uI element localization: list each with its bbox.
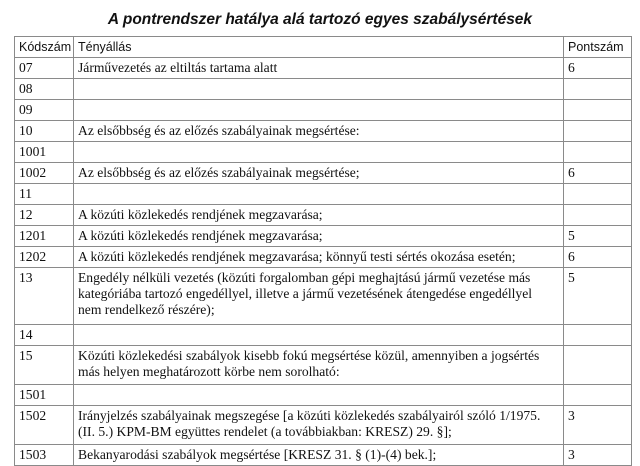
points-cell bbox=[564, 79, 632, 100]
table-row bbox=[15, 268, 632, 325]
table-row bbox=[15, 163, 632, 184]
code-cell: 1001 bbox=[15, 142, 74, 163]
code-cell: 07 bbox=[15, 58, 74, 79]
description-cell bbox=[74, 385, 564, 406]
points-cell: 6 bbox=[564, 163, 632, 184]
points-cell: 3 bbox=[564, 445, 632, 466]
points-cell bbox=[564, 100, 632, 121]
table-row bbox=[15, 142, 632, 163]
code-cell: 11 bbox=[15, 184, 74, 205]
points-cell: 6 bbox=[564, 58, 632, 79]
points-cell bbox=[564, 121, 632, 142]
table-row bbox=[15, 121, 632, 142]
table-row bbox=[15, 325, 632, 346]
code-cell: 1503 bbox=[15, 445, 74, 466]
description-cell bbox=[74, 184, 564, 205]
code-cell: 1501 bbox=[15, 385, 74, 406]
header-code: Kódszám bbox=[15, 37, 74, 58]
description-cell: Bekanyarodási szabályok megsértése [KRESZ 31. § (1)-(4) bek.]; bbox=[74, 445, 564, 466]
points-cell: 3 bbox=[564, 406, 632, 445]
table-row bbox=[15, 445, 632, 466]
code-cell: 1202 bbox=[15, 247, 74, 268]
code-cell: 14 bbox=[15, 325, 74, 346]
description-cell bbox=[74, 100, 564, 121]
description-cell: Engedély nélküli vezetés (közúti forgalomban gépi meghajtású jármű vezetése más kategóriába tartozó engedéllyel, illetve a jármű vezetésének átengedése engedéllyel nem rendelkező részére); bbox=[74, 268, 564, 325]
description-cell bbox=[74, 142, 564, 163]
description-cell: Járművezetés az eltiltás tartama alatt bbox=[74, 58, 564, 79]
code-cell: 08 bbox=[15, 79, 74, 100]
description-cell: Közúti közlekedési szabályok kisebb fokú megsértése közül, amennyiben a jogsértés más helyen meghatározott körbe nem sorolható: bbox=[74, 346, 564, 385]
code-cell: 1201 bbox=[15, 226, 74, 247]
points-cell bbox=[564, 184, 632, 205]
code-cell: 1502 bbox=[15, 406, 74, 445]
points-cell: 6 bbox=[564, 247, 632, 268]
table-row bbox=[15, 226, 632, 247]
code-cell: 12 bbox=[15, 205, 74, 226]
table-row bbox=[15, 346, 632, 385]
description-cell: A közúti közlekedés rendjének megzavarása; könnyű testi sértés okozása esetén; bbox=[74, 247, 564, 268]
table-row bbox=[15, 385, 632, 406]
points-cell: 5 bbox=[564, 268, 632, 325]
description-cell bbox=[74, 79, 564, 100]
points-cell bbox=[564, 205, 632, 226]
table-row bbox=[15, 79, 632, 100]
description-cell: Az elsőbbség és az előzés szabályainak megsértése; bbox=[74, 163, 564, 184]
table-row bbox=[15, 406, 632, 445]
points-cell bbox=[564, 142, 632, 163]
document-title: A pontrendszer hatálya alá tartozó egyes szabálysértések bbox=[107, 11, 533, 28]
table-row bbox=[15, 100, 632, 121]
description-cell bbox=[74, 325, 564, 346]
description-cell: A közúti közlekedés rendjének megzavarása; bbox=[74, 205, 564, 226]
table-row bbox=[15, 58, 632, 79]
code-cell: 13 bbox=[15, 268, 74, 325]
table-row bbox=[15, 184, 632, 205]
table-row bbox=[15, 247, 632, 268]
code-cell: 10 bbox=[15, 121, 74, 142]
description-cell: Az elsőbbség és az előzés szabályainak megsértése: bbox=[74, 121, 564, 142]
points-cell bbox=[564, 385, 632, 406]
code-cell: 15 bbox=[15, 346, 74, 385]
table-header-row bbox=[15, 37, 632, 58]
description-cell: A közúti közlekedés rendjének megzavarása; bbox=[74, 226, 564, 247]
header-description: Tényállás bbox=[74, 37, 564, 58]
code-cell: 1002 bbox=[15, 163, 74, 184]
offenses-table bbox=[14, 36, 632, 466]
table-row bbox=[15, 205, 632, 226]
description-cell: Irányjelzés szabályainak megszegése [a közúti közlekedés szabályairól szóló 1/1975. (II. 5.) KPM-BM együttes rendelet (a továbbiakban: KRESZ) 29. §]; bbox=[74, 406, 564, 445]
points-cell bbox=[564, 325, 632, 346]
header-points: Pontszám bbox=[564, 37, 632, 58]
points-cell: 5 bbox=[564, 226, 632, 247]
code-cell: 09 bbox=[15, 100, 74, 121]
points-cell bbox=[564, 346, 632, 385]
